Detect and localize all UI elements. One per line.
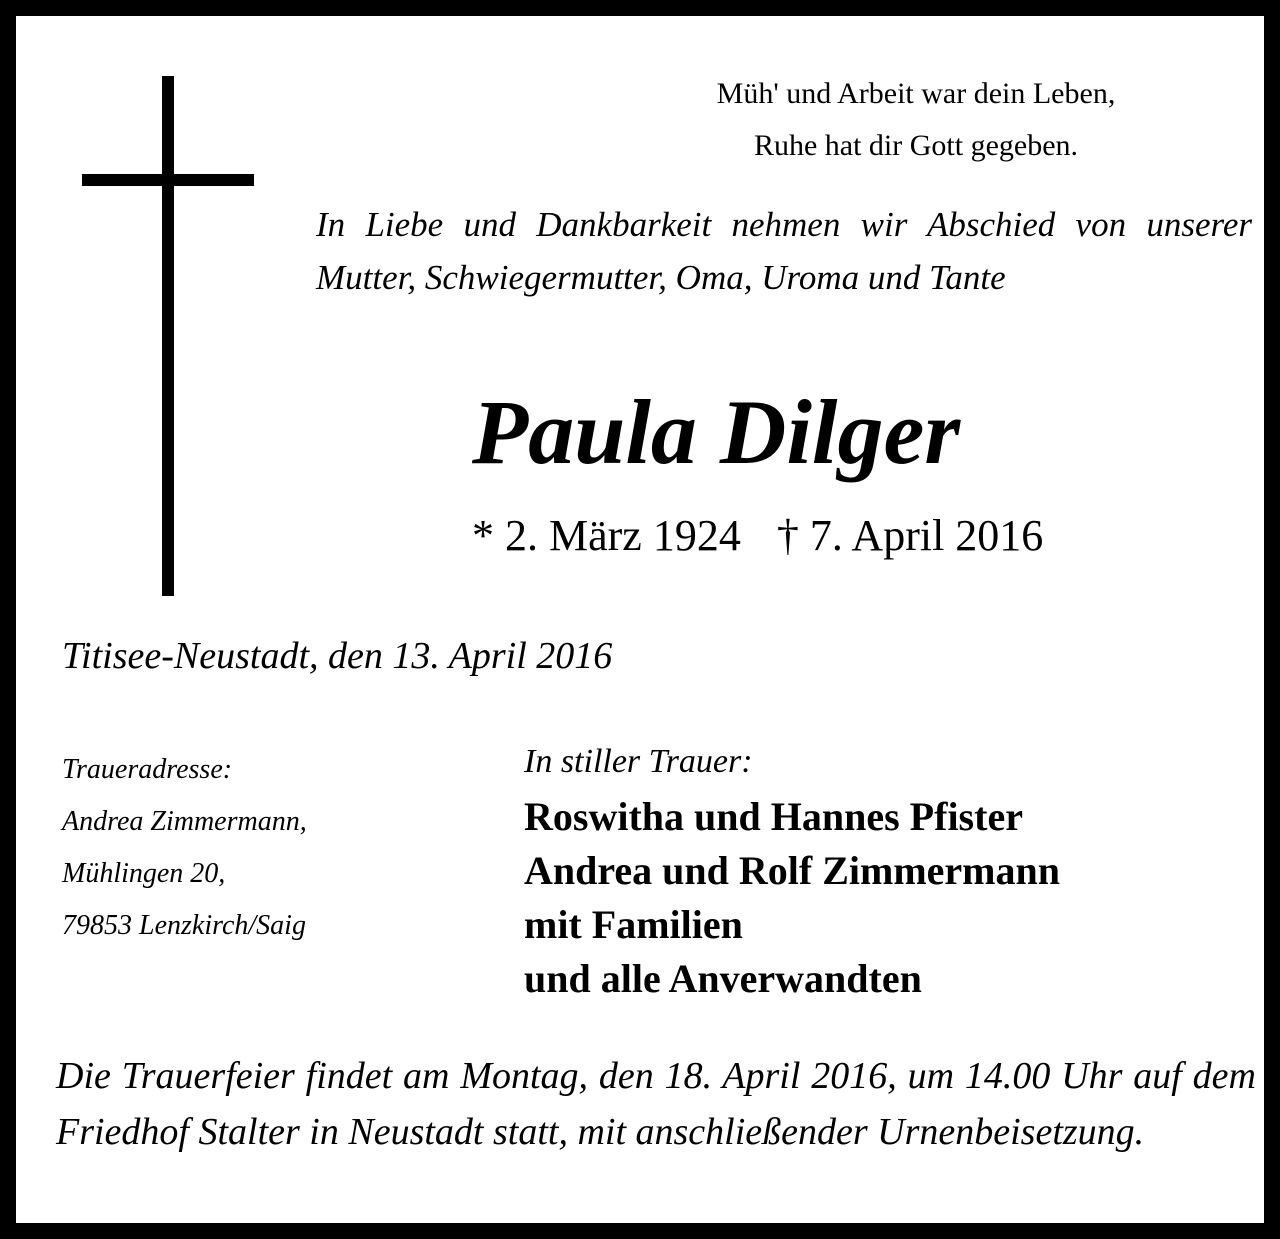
- motto-verse: [576, 68, 1256, 172]
- birth-date: * 2. März 1924: [472, 511, 741, 560]
- mourners-list: [524, 790, 1060, 1006]
- address-line: 79853 Lenzkirch/Saig: [62, 910, 306, 941]
- mourner-line: Andrea und Rolf Zimmermann: [524, 848, 1060, 893]
- deceased-name: Paula Dilger: [472, 381, 961, 483]
- address-line: Mühlingen 20,: [62, 858, 226, 889]
- motto-line-1: Müh' und Arbeit war dein Leben,: [716, 77, 1116, 110]
- mourning-address: [62, 744, 307, 952]
- intro-text: In Liebe und Dankbarkeit nehmen wir Abschied von unserer Mutter, Schwiegermutter, Oma, Uroma und Tante: [316, 205, 1252, 297]
- place-and-date: Titisee-Neustadt, den 13. April 2016: [62, 635, 613, 677]
- service-announcement: Die Trauerfeier findet am Montag, den 18. April 2016, um 14.00 Uhr auf dem Friedhof Stalter in Neustadt statt, mit anschließender Urnenbeisetzung.: [56, 1055, 1256, 1153]
- address-line: Andrea Zimmermann,: [62, 806, 307, 837]
- cross-horizontal-bar: [82, 174, 254, 186]
- mourner-line: mit Familien: [524, 902, 743, 947]
- mourner-line: und alle Anverwandten: [524, 956, 922, 1001]
- motto-line-2: Ruhe hat dir Gott gegeben.: [753, 129, 1079, 162]
- address-label: Traueradresse:: [62, 754, 233, 785]
- mourners-label: In stiller Trauer:: [524, 743, 753, 780]
- life-dates: [472, 508, 1043, 564]
- cross-vertical-bar: [162, 76, 174, 596]
- death-date: † 7. April 2016: [776, 511, 1044, 560]
- mourner-line: Roswitha und Hannes Pfister: [524, 794, 1023, 839]
